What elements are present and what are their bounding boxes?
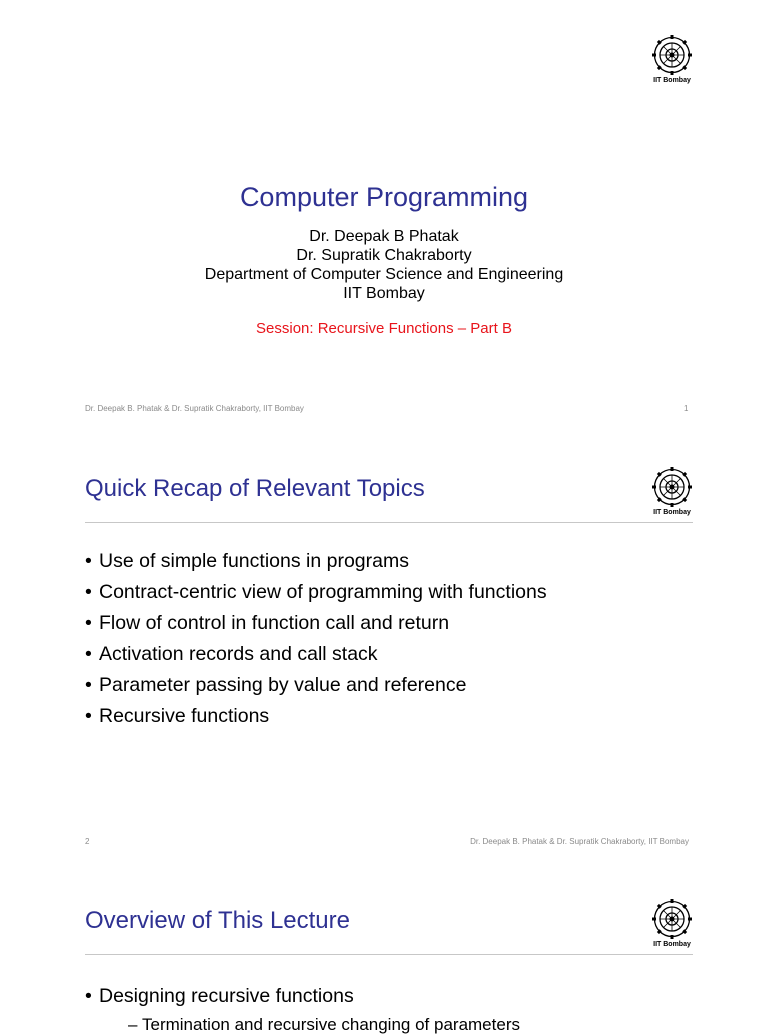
title-slide (0, 0, 768, 432)
author-line: Dr. Supratik Chakraborty (296, 247, 472, 264)
recap-slide (0, 432, 768, 864)
presentation-title: Computer Programming (239, 182, 529, 212)
slide-title: Quick Recap of Relevant Topics (85, 475, 425, 502)
footer-credit: Dr. Deepak B. Phatak & Dr. Supratik Chakraborty, IIT Bombay (470, 837, 689, 846)
author-line: Dr. Deepak B Phatak (309, 228, 459, 245)
institute-line: IIT Bombay (343, 285, 425, 302)
bullet-list (85, 981, 354, 1012)
iit-bombay-emblem-icon (651, 898, 693, 940)
logo-label: IIT Bombay (653, 509, 691, 516)
list-item: • Recursive functions (85, 701, 547, 732)
list-item: • Use of simple functions in programs (85, 546, 547, 577)
page-number: 1 (684, 404, 689, 413)
logo (648, 466, 696, 516)
title-divider (85, 954, 693, 955)
department-line: Department of Computer Science and Engineering (204, 266, 564, 283)
list-item: – Termination and recursive changing of parameters (128, 1014, 520, 1036)
bullet-list (85, 546, 547, 732)
logo (648, 34, 696, 84)
author-block (0, 227, 768, 303)
overview-slide (0, 864, 768, 1034)
session-title: Session: Recursive Functions – Part B (256, 320, 512, 337)
logo (648, 898, 696, 948)
list-item: • Activation records and call stack (85, 639, 547, 670)
footer-credit: Dr. Deepak B. Phatak & Dr. Supratik Chakraborty, IIT Bombay (85, 404, 304, 413)
iit-bombay-emblem-icon (651, 466, 693, 508)
list-item: • Flow of control in function call and return (85, 608, 547, 639)
iit-bombay-emblem-icon (651, 34, 693, 76)
list-item: • Contract-centric view of programming with functions (85, 577, 547, 608)
list-item: • Designing recursive functions (85, 981, 354, 1012)
logo-label: IIT Bombay (653, 941, 691, 948)
sub-bullet-list (128, 1014, 520, 1036)
page-number: 2 (85, 837, 90, 846)
logo-label: IIT Bombay (653, 77, 691, 84)
list-item: • Parameter passing by value and reference (85, 670, 547, 701)
title-divider (85, 522, 693, 523)
slide-title: Overview of This Lecture (85, 907, 350, 934)
